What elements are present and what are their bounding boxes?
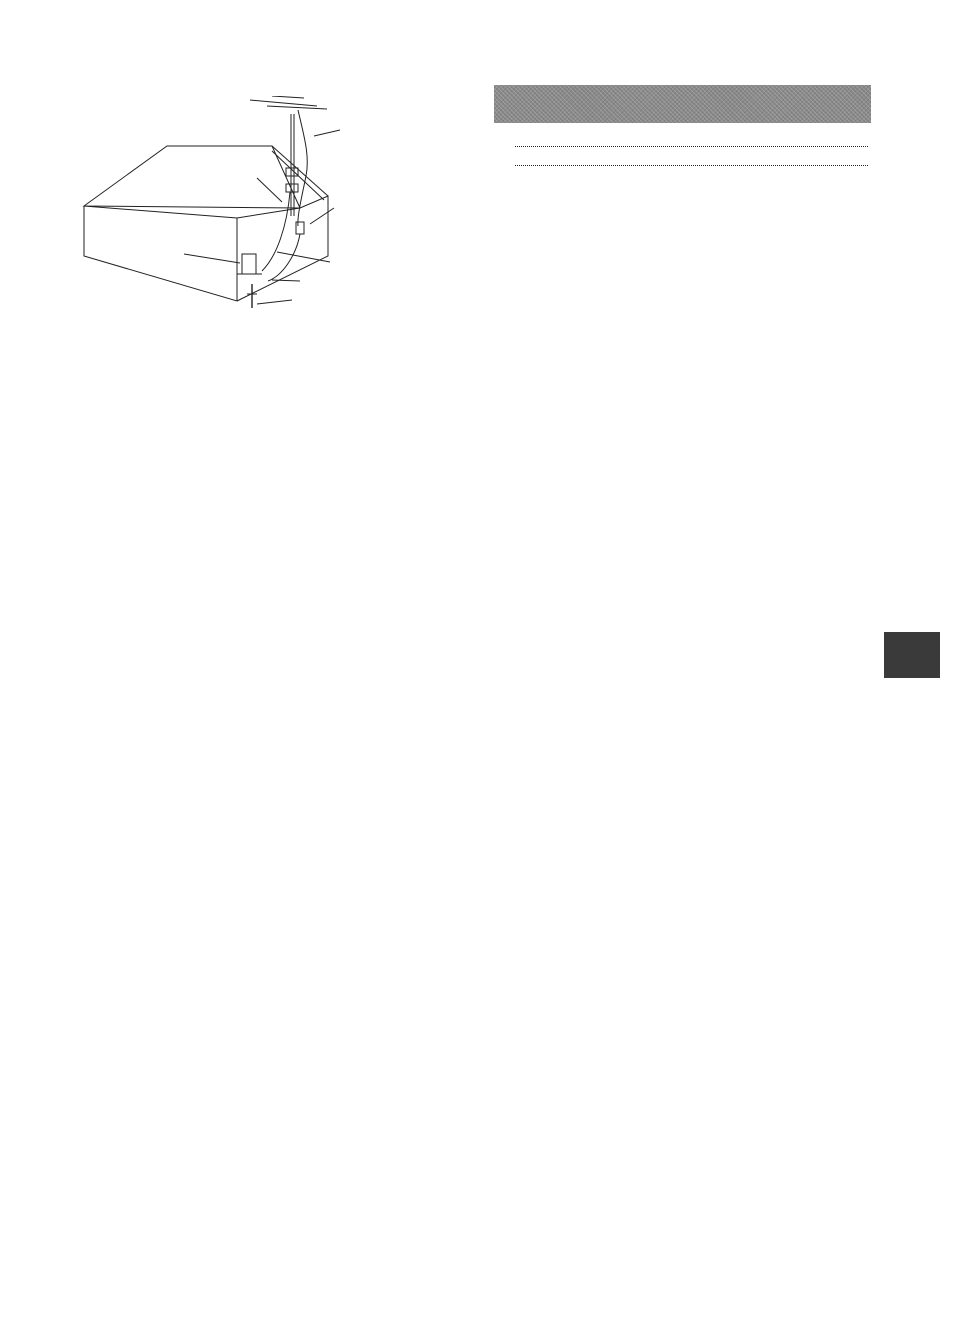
toc-parts-index xyxy=(494,165,871,169)
toc-precautions xyxy=(494,146,871,150)
antenna-grounding-diagram xyxy=(72,96,452,346)
page-footer xyxy=(798,1268,800,1297)
leader-dots xyxy=(515,165,868,166)
toc-entry[interactable] xyxy=(512,165,871,169)
toc-entry[interactable] xyxy=(512,146,871,150)
left-column xyxy=(72,82,452,380)
table-of-contents xyxy=(494,85,871,169)
leader-dots xyxy=(515,146,868,147)
language-tab xyxy=(884,632,940,678)
house-grounding-illustration xyxy=(72,96,452,346)
toc-banner xyxy=(494,85,871,123)
